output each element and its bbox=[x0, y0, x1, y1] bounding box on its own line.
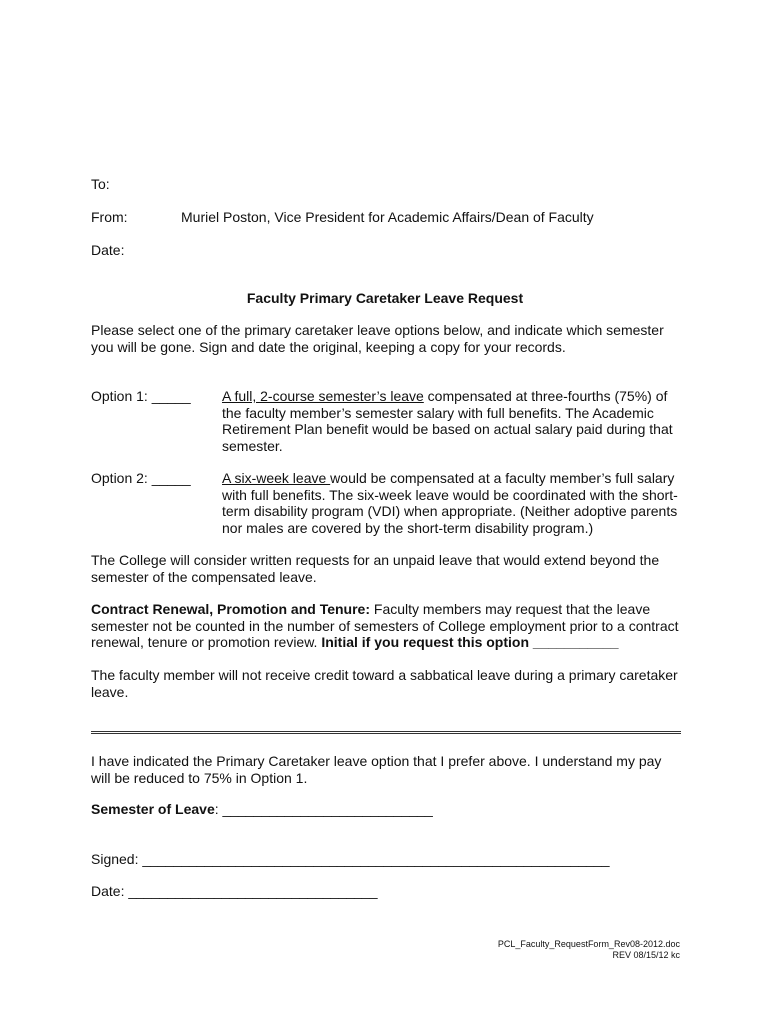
option-2-description bbox=[222, 470, 682, 536]
from-label: From: bbox=[91, 209, 128, 225]
contract-renewal-paragraph bbox=[91, 601, 681, 651]
semester-of-leave-line: : ___________________________ bbox=[214, 801, 433, 817]
contract-renewal-heading: Contract Renewal, Promotion and Tenure: bbox=[91, 601, 370, 617]
option-2-text: would be compensated at a faculty member’s full salary with full benefits. The six-week leave would be coordinated with the short-term disability program (VDI) when appropriate. (Neither adoptive parents nor males are covered by the short-term disability program.) bbox=[222, 470, 678, 536]
option-1-label: Option 1: _____ bbox=[91, 388, 191, 404]
option-1-description bbox=[222, 388, 682, 454]
unpaid-leave-note: The College will consider written requests for an unpaid leave that would extend beyond the semester of the compensated leave. bbox=[91, 552, 660, 585]
signature-field[interactable]: Signed: ____________________________________________________________ bbox=[91, 851, 610, 867]
option-2-title: A six-week leave bbox=[222, 470, 331, 486]
form-title: Faculty Primary Caretaker Leave Request bbox=[246, 290, 524, 306]
contract-renewal-text: Faculty members may request that the leave semester not be counted in the number of semesters of College employment prior to a contract renewal, tenure or promotion review. bbox=[91, 601, 679, 650]
semester-of-leave-field[interactable] bbox=[91, 801, 433, 817]
signature-date-field[interactable]: Date: ________________________________ bbox=[91, 883, 378, 899]
semester-of-leave-label: Semester of Leave bbox=[91, 801, 215, 817]
option-1-text: compensated at three-fourths (75%) of the faculty member’s semester salary with full benefits. The Academic Retirement Plan benefit would be based on actual salary paid during that semester. bbox=[222, 388, 673, 454]
footer-filename: PCL_Faculty_RequestForm_Rev08-2012.doc bbox=[497, 939, 680, 949]
section-divider bbox=[91, 731, 681, 734]
from-value: Muriel Poston, Vice President for Academic Affairs/Dean of Faculty bbox=[181, 209, 594, 225]
footer-revision: REV 08/15/12 kc bbox=[612, 950, 680, 960]
option-2-label: Option 2: _____ bbox=[91, 470, 191, 486]
sabbatical-note: The faculty member will not receive credit toward a sabbatical leave during a primary caretaker leave. bbox=[91, 667, 678, 700]
initial-request-line: Initial if you request this option ___________ bbox=[321, 634, 619, 650]
intro-paragraph: Please select one of the primary caretaker leave options below, and indicate which semester you will be gone. Sign and date the original, keeping a copy for your records. bbox=[91, 322, 664, 355]
option-1-title: A full, 2-course semester’s leave bbox=[222, 388, 424, 404]
date-label: Date: bbox=[91, 242, 125, 258]
acknowledgement-paragraph: I have indicated the Primary Caretaker leave option that I prefer above. I understand my pay will be reduced to 75% in Option 1. bbox=[91, 753, 662, 786]
to-label: To: bbox=[91, 176, 110, 192]
